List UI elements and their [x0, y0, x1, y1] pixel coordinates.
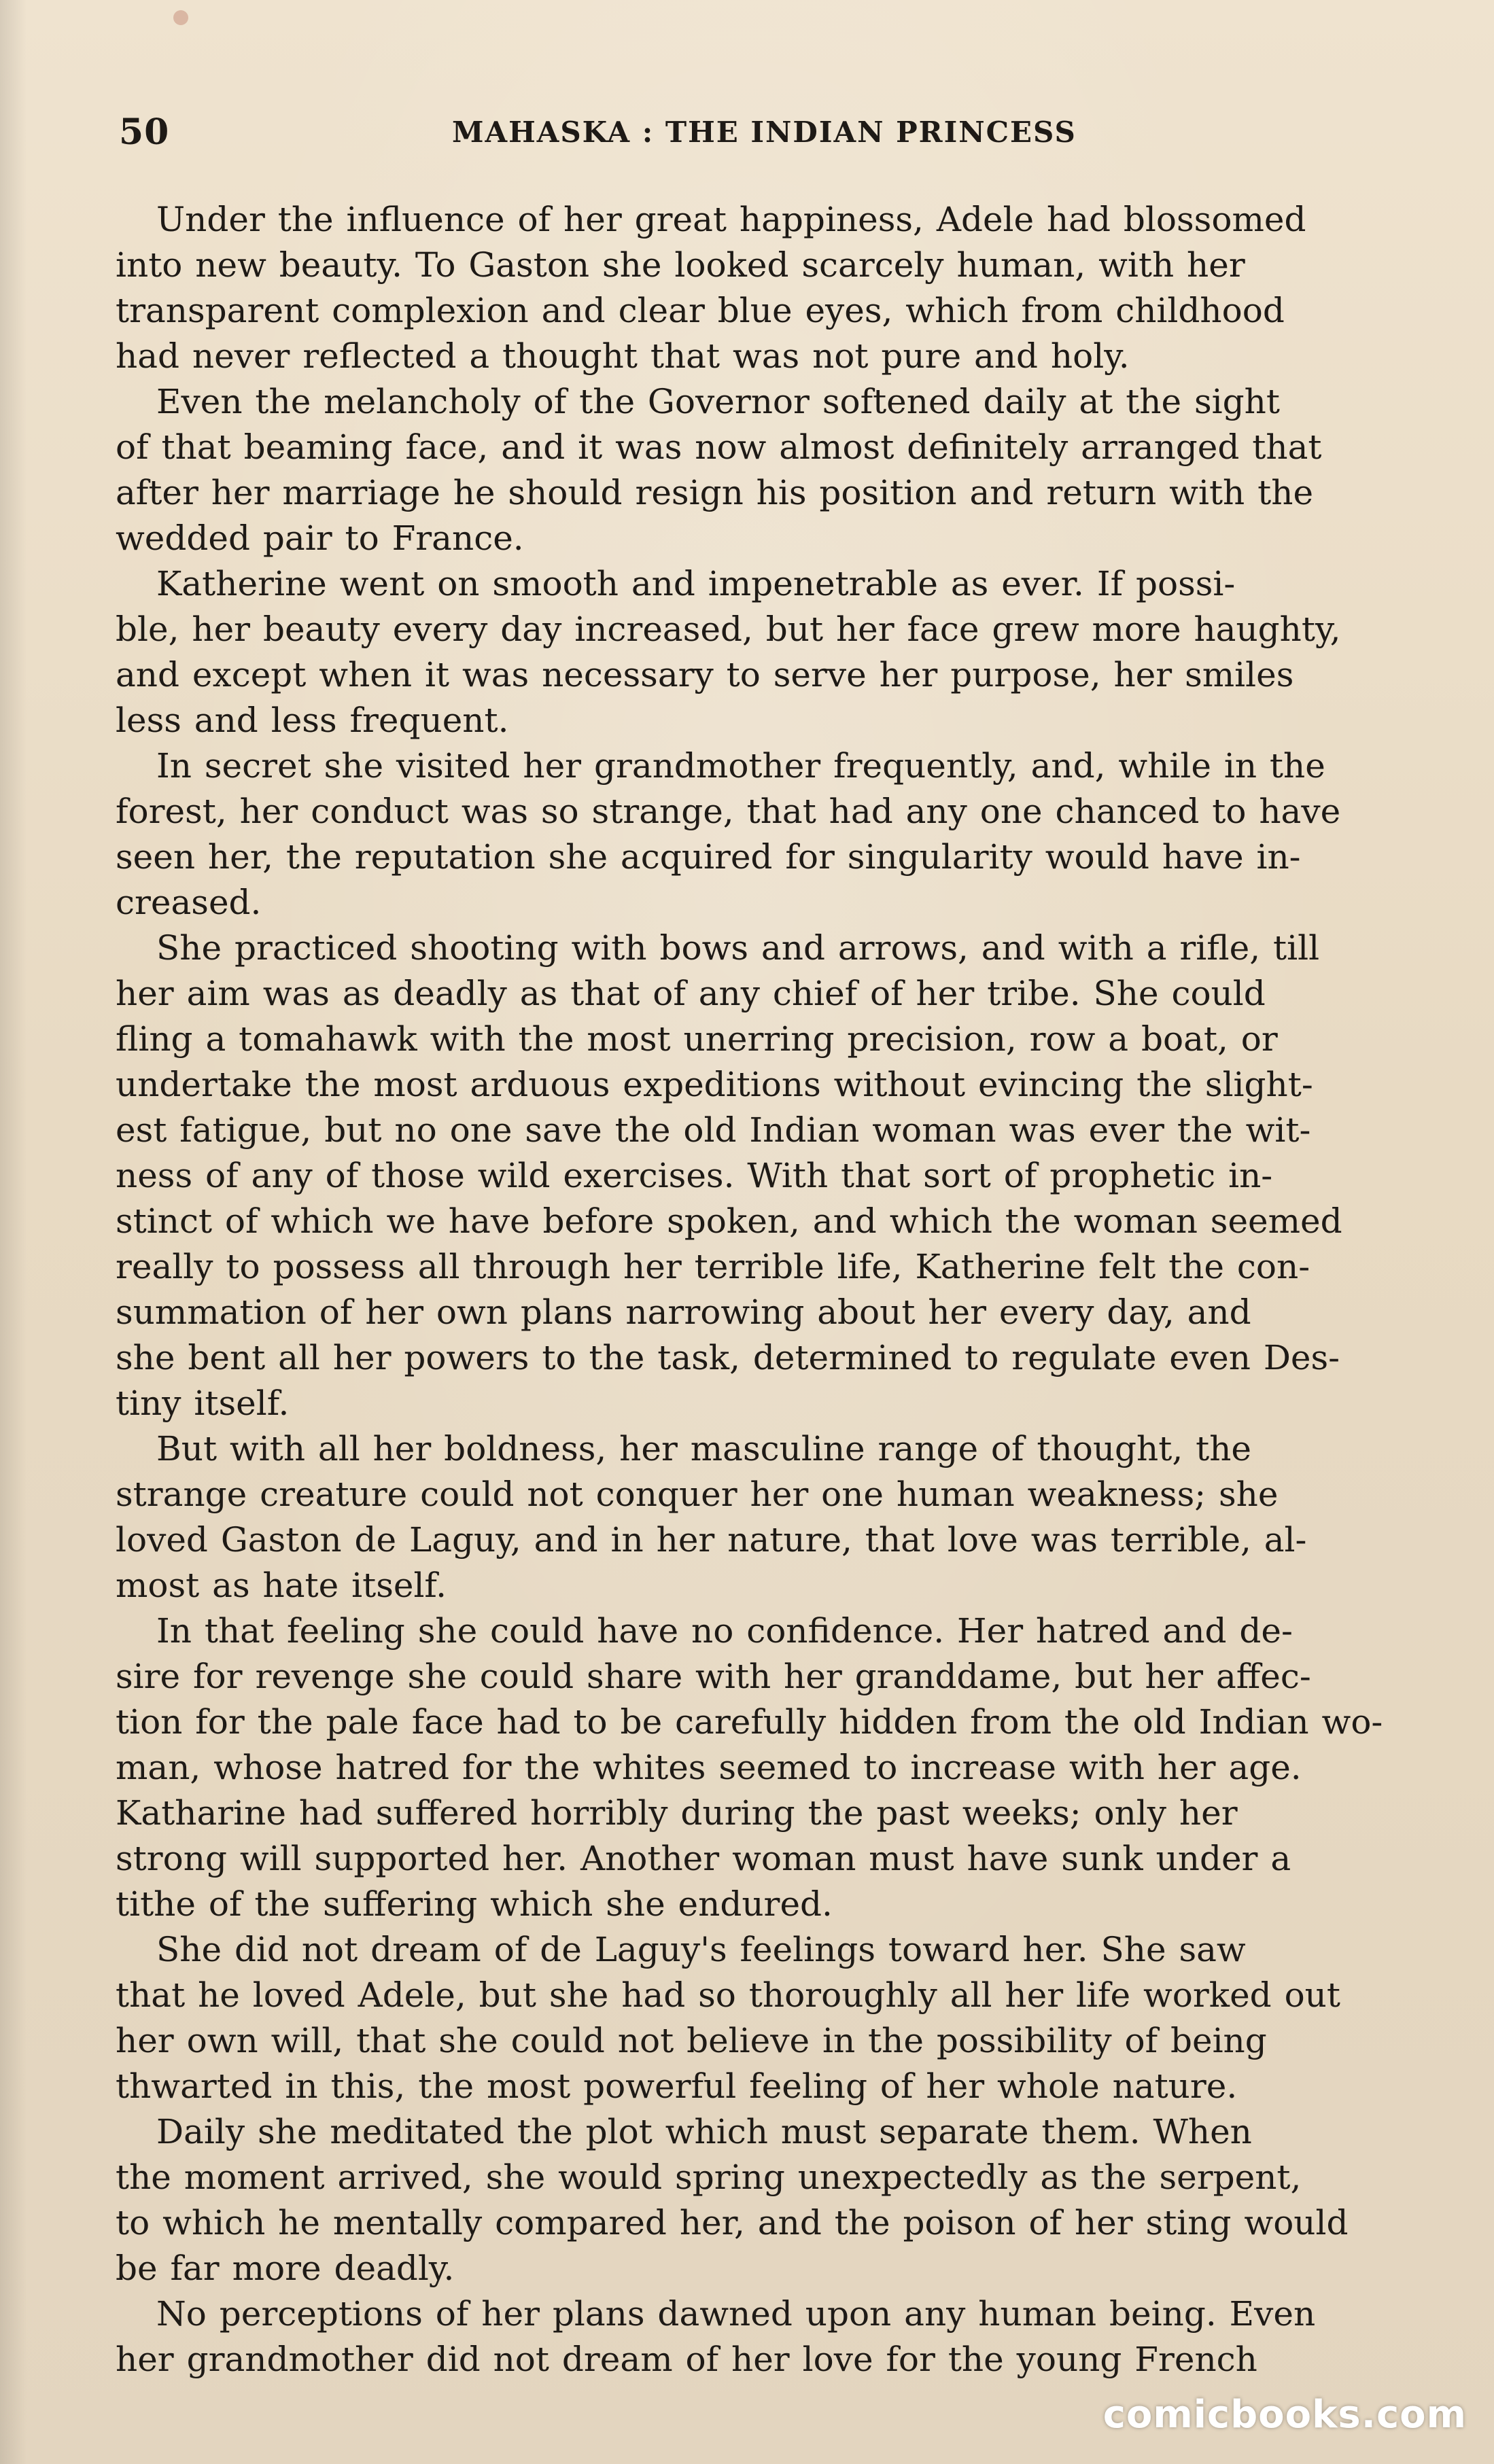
- text-line: her aim was as deadly as that of any chief of her tribe. She could: [116, 974, 1266, 1013]
- text-line: Even the melancholy of the Governor softened daily at the sight: [156, 382, 1280, 421]
- running-title: MAHASKA : THE INDIAN PRINCESS: [452, 116, 1077, 149]
- paragraph-1: [116, 197, 1438, 379]
- text-line: stinct of which we have before spoken, and which the woman seemed: [116, 1201, 1342, 1241]
- text-line: that he loved Adele, but she had so thoroughly all her life worked out: [116, 1975, 1340, 2015]
- text-line: loved Gaston de Laguy, and in her nature, that love was terrible, al-: [116, 1520, 1307, 1560]
- text-line: thwarted in this, the most powerful feeling of her whole nature.: [116, 2066, 1238, 2106]
- text-line: est fatigue, but no one save the old Indian woman was ever the wit-: [116, 1110, 1311, 1150]
- text-line: strange creature could not conquer her one human weakness; she: [116, 1475, 1279, 1514]
- paragraph-9: [116, 2109, 1438, 2291]
- text-line: She practiced shooting with bows and arrows, and with a rifle, till: [156, 928, 1320, 968]
- text-line: But with all her boldness, her masculine range of thought, the: [156, 1429, 1252, 1468]
- text-line: into new beauty. To Gaston she looked scarcely human, with her: [116, 245, 1245, 285]
- text-line: most as hate itself.: [116, 1566, 447, 1605]
- text-line: forest, her conduct was so strange, that had any one chanced to have: [116, 792, 1341, 831]
- text-line: She did not dream of de Laguy's feelings toward her. She saw: [156, 1930, 1246, 1969]
- text-line: sire for revenge she could share with her granddame, but her affec-: [116, 1657, 1311, 1696]
- text-line: and except when it was necessary to serve her purpose, her smiles: [116, 655, 1294, 694]
- text-line: seen her, the reputation she acquired for singularity would have in-: [116, 837, 1301, 877]
- text-line: In secret she visited her grandmother frequently, and, while in the: [156, 746, 1325, 786]
- text-line: after her marriage he should resign his position and return with the: [116, 473, 1314, 512]
- page-header: [119, 102, 1438, 163]
- text-line: No perceptions of her plans dawned upon any human being. Even: [156, 2294, 1316, 2334]
- text-line: Katherine went on smooth and impenetrable as ever. If possi-: [156, 564, 1236, 603]
- text-line: be far more deadly.: [116, 2249, 455, 2288]
- paragraph-6: [116, 1426, 1438, 1608]
- paragraph-4: [116, 743, 1438, 926]
- paragraph-2: [116, 379, 1438, 561]
- text-line: man, whose hatred for the whites seemed to increase with her age.: [116, 1748, 1302, 1787]
- text-line: ness of any of those wild exercises. With that sort of prophetic in-: [116, 1156, 1273, 1195]
- text-line: strong will supported her. Another woman must have sunk under a: [116, 1839, 1291, 1878]
- page-number: 50: [119, 111, 170, 153]
- text-line: tithe of the suffering which she endured.: [116, 1884, 833, 1924]
- text-line: had never reflected a thought that was not pure and holy.: [116, 336, 1130, 376]
- paragraph-3: [116, 561, 1438, 743]
- body-text: [116, 197, 1438, 2378]
- text-line: wedded pair to France.: [116, 518, 524, 558]
- text-line: Daily she meditated the plot which must separate them. When: [156, 2112, 1252, 2151]
- text-line: Under the influence of her great happiness, Adele had blossomed: [156, 200, 1306, 239]
- text-line: the moment arrived, she would spring unexpectedly as the serpent,: [116, 2158, 1302, 2197]
- text-line: fling a tomahawk with the most unerring precision, row a boat, or: [116, 1019, 1278, 1059]
- paragraph-8: [116, 1927, 1438, 2109]
- text-line: tiny itself.: [116, 1384, 290, 1423]
- text-line: In that feeling she could have no confidence. Her hatred and de-: [156, 1611, 1293, 1651]
- text-line: she bent all her powers to the task, determined to regulate even Des-: [116, 1338, 1340, 1377]
- text-line: undertake the most arduous expeditions without evincing the slight-: [116, 1065, 1313, 1104]
- text-line: really to possess all through her terrible life, Katherine felt the con-: [116, 1247, 1310, 1286]
- text-line: tion for the pale face had to be carefully hidden from the old Indian wo-: [116, 1702, 1383, 1742]
- text-line: Katharine had suffered horribly during the past weeks; only her: [116, 1793, 1238, 1833]
- text-line: to which he mentally compared her, and the poison of her sting would: [116, 2203, 1349, 2242]
- text-line: creased.: [116, 883, 262, 922]
- source-watermark: comicbooks.com: [1102, 2393, 1467, 2437]
- text-line: transparent complexion and clear blue eyes, which from childhood: [116, 291, 1285, 330]
- text-line: summation of her own plans narrowing about her every day, and: [116, 1292, 1251, 1332]
- text-line: her grandmother did not dream of her love for the young French: [116, 2340, 1257, 2378]
- paragraph-5: [116, 926, 1438, 1426]
- paragraph-7: [116, 1608, 1438, 1927]
- text-line: of that beaming face, and it was now almost definitely arranged that: [116, 427, 1322, 467]
- page-stain: [173, 10, 188, 25]
- page-edge-shadow: [0, 0, 27, 2464]
- text-line: ble, her beauty every day increased, but her face grew more haughty,: [116, 610, 1341, 649]
- text-line: her own will, that she could not believe in the possibility of being: [116, 2021, 1267, 2060]
- text-line: less and less frequent.: [116, 701, 509, 740]
- paragraph-10: [116, 2291, 1438, 2378]
